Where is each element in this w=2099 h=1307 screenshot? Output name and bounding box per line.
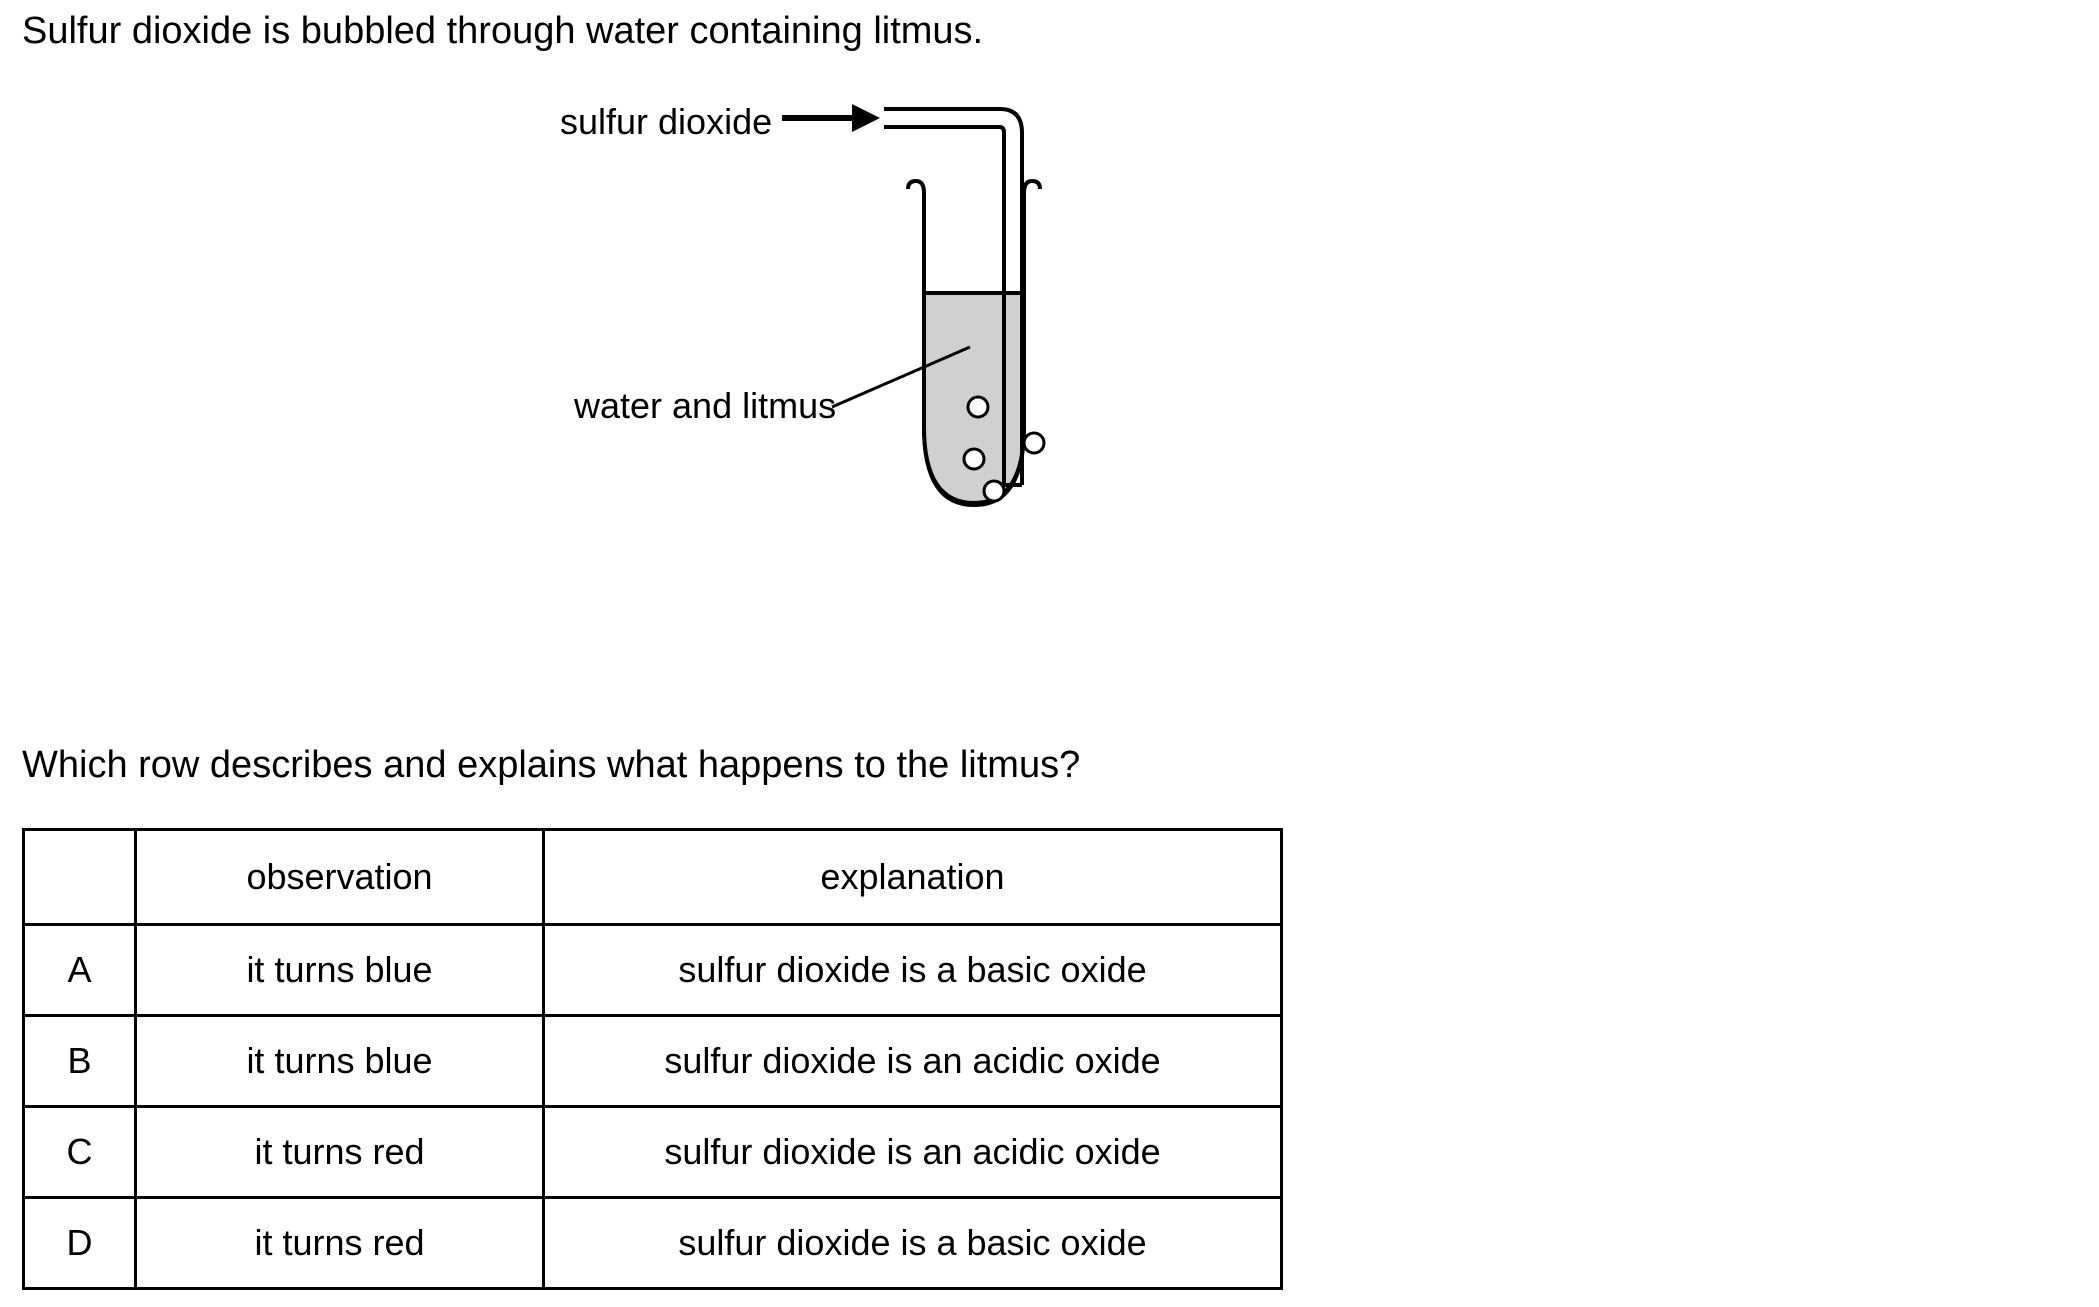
table-row[interactable] bbox=[24, 1016, 1282, 1107]
apparatus-diagram bbox=[560, 85, 1460, 705]
option-letter: B bbox=[24, 1016, 136, 1107]
option-letter: D bbox=[24, 1198, 136, 1289]
table-row[interactable] bbox=[24, 1198, 1282, 1289]
option-explanation: sulfur dioxide is an acidic oxide bbox=[544, 1107, 1282, 1198]
question-stem: Sulfur dioxide is bubbled through water containing litmus. bbox=[22, 10, 984, 52]
header-explanation: explanation bbox=[544, 830, 1282, 925]
option-explanation: sulfur dioxide is a basic oxide bbox=[544, 1198, 1282, 1289]
answer-options-table bbox=[22, 828, 1283, 1290]
option-observation: it turns red bbox=[136, 1198, 544, 1289]
option-explanation: sulfur dioxide is a basic oxide bbox=[544, 925, 1282, 1016]
option-observation: it turns red bbox=[136, 1107, 544, 1198]
option-observation: it turns blue bbox=[136, 925, 544, 1016]
table-row[interactable] bbox=[24, 1107, 1282, 1198]
header-observation: observation bbox=[136, 830, 544, 925]
option-explanation: sulfur dioxide is an acidic oxide bbox=[544, 1016, 1282, 1107]
header-letter bbox=[24, 830, 136, 925]
option-letter: C bbox=[24, 1107, 136, 1198]
option-letter: A bbox=[24, 925, 136, 1016]
label-water-and-litmus: water and litmus bbox=[574, 385, 837, 426]
inlet-arrow-icon bbox=[782, 104, 880, 132]
table-row[interactable] bbox=[24, 925, 1282, 1016]
question-prompt: Which row describes and explains what happens to the litmus? bbox=[22, 744, 1081, 786]
label-sulfur-dioxide: sulfur dioxide bbox=[560, 101, 773, 142]
option-observation: it turns blue bbox=[136, 1016, 544, 1107]
table-header-row bbox=[24, 830, 1282, 925]
